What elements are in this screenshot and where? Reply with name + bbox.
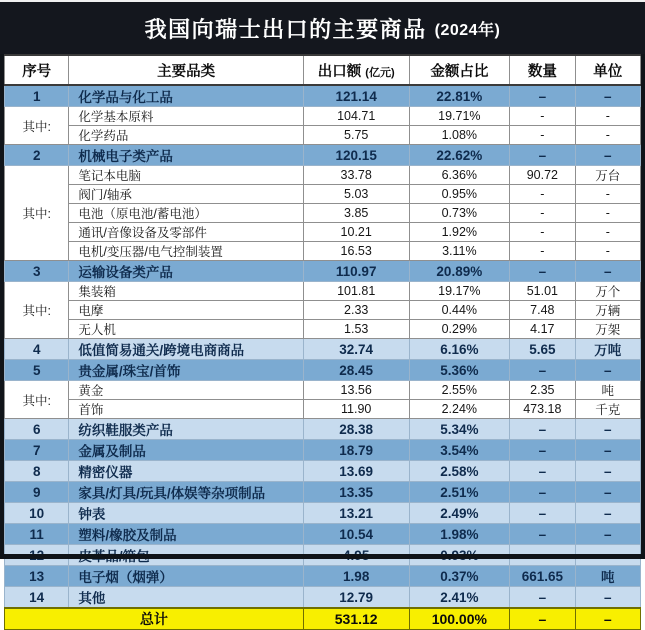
row-index: 3	[5, 261, 69, 282]
table-row-sub	[5, 166, 641, 185]
row-quantity-value: –	[510, 145, 575, 166]
row-category: 电子烟（烟弹）	[69, 566, 303, 587]
table-row-sub	[5, 320, 641, 339]
row-unit-value: –	[575, 261, 640, 282]
table-row-sub	[5, 204, 641, 223]
table-row-main	[5, 461, 641, 482]
subrow-quantity-value: 90.72	[510, 166, 575, 185]
table-row-sub	[5, 185, 641, 204]
row-unit-value: –	[575, 461, 640, 482]
row-category: 家具/灯具/玩具/体娱等杂项制品	[69, 482, 303, 503]
row-index: 11	[5, 524, 69, 545]
table-row-sub	[5, 242, 641, 261]
row-index: 9	[5, 482, 69, 503]
subrow-unit-value: -	[575, 107, 640, 126]
row-quantity-value: –	[510, 524, 575, 545]
row-export-value: 120.15	[303, 145, 409, 166]
row-share-value: 2.41%	[409, 587, 510, 609]
col-header-category: 主要品类	[69, 55, 303, 85]
subrow-export-value: 101.81	[303, 282, 409, 301]
row-unit-value: –	[575, 503, 640, 524]
row-share-value: 6.16%	[409, 339, 510, 360]
subrow-category: 首饰	[69, 400, 303, 419]
subrow-category: 化学药品	[69, 126, 303, 145]
subrow-quantity-value: -	[510, 126, 575, 145]
subrow-category: 电池（原电池/蓄电池）	[69, 204, 303, 223]
subrow-export-value: 10.21	[303, 223, 409, 242]
total-label: 总计	[5, 608, 304, 630]
subrow-unit-value: 吨	[575, 381, 640, 400]
row-category: 其他	[69, 587, 303, 609]
table-row-main	[5, 145, 641, 166]
row-share-value: 22.81%	[409, 85, 510, 107]
col-header-export-unit: (亿元)	[365, 66, 395, 79]
row-quantity-value: –	[510, 482, 575, 503]
subrow-share-value: 0.95%	[409, 185, 510, 204]
subrow-share-value: 2.24%	[409, 400, 510, 419]
subrow-export-value: 1.53	[303, 320, 409, 339]
row-category: 机械电子类产品	[69, 145, 303, 166]
subrow-export-value: 33.78	[303, 166, 409, 185]
col-header-quantity: 数量	[510, 55, 575, 85]
subrow-quantity-value: -	[510, 107, 575, 126]
total-unit: –	[575, 608, 640, 630]
row-unit-value: –	[575, 360, 640, 381]
row-share-value: 20.89%	[409, 261, 510, 282]
row-category: 低值简易通关/跨境电商商品	[69, 339, 303, 360]
table-row-main	[5, 503, 641, 524]
table-header-row	[5, 55, 641, 85]
table-row-sub	[5, 223, 641, 242]
subrow-share-value: 19.17%	[409, 282, 510, 301]
table-row-main	[5, 339, 641, 360]
row-quantity-value: –	[510, 440, 575, 461]
table-row-main	[5, 566, 641, 587]
subrow-quantity-value: 473.18	[510, 400, 575, 419]
subrow-quantity-value: 51.01	[510, 282, 575, 301]
table-row-main	[5, 85, 641, 107]
table-row-sub	[5, 301, 641, 320]
row-share-value: 0.37%	[409, 566, 510, 587]
row-quantity-value: –	[510, 587, 575, 609]
row-category: 贵金属/珠宝/首饰	[69, 360, 303, 381]
subrow-quantity-value: 7.48	[510, 301, 575, 320]
subrow-export-value: 11.90	[303, 400, 409, 419]
total-row	[5, 608, 641, 630]
subrow-quantity-value: -	[510, 223, 575, 242]
row-unit-value: –	[575, 440, 640, 461]
subrow-unit-value: -	[575, 185, 640, 204]
subrow-category: 集装箱	[69, 282, 303, 301]
row-index: 7	[5, 440, 69, 461]
row-export-value: 12.79	[303, 587, 409, 609]
row-index: 8	[5, 461, 69, 482]
among-label: 其中:	[5, 166, 69, 261]
row-unit-value: –	[575, 419, 640, 440]
bottom-border-strip	[0, 554, 645, 559]
table-row-main	[5, 440, 641, 461]
subrow-unit-value: -	[575, 242, 640, 261]
col-header-export	[303, 55, 409, 85]
table-row-main	[5, 524, 641, 545]
row-export-value: 110.97	[303, 261, 409, 282]
row-quantity-value: –	[510, 503, 575, 524]
row-quantity-value: –	[510, 360, 575, 381]
row-export-value: 10.54	[303, 524, 409, 545]
row-export-value: 28.38	[303, 419, 409, 440]
subrow-category: 通讯/音像设备及零部件	[69, 223, 303, 242]
table-row-sub	[5, 282, 641, 301]
row-quantity-value: 5.65	[510, 339, 575, 360]
row-index: 10	[5, 503, 69, 524]
row-category: 精密仪器	[69, 461, 303, 482]
row-index: 2	[5, 145, 69, 166]
subrow-quantity-value: 2.35	[510, 381, 575, 400]
subrow-export-value: 16.53	[303, 242, 409, 261]
row-index: 5	[5, 360, 69, 381]
subrow-export-value: 104.71	[303, 107, 409, 126]
row-category: 化学品与化工品	[69, 85, 303, 107]
table-row-main	[5, 419, 641, 440]
subrow-export-value: 3.85	[303, 204, 409, 223]
among-label: 其中:	[5, 381, 69, 419]
subrow-share-value: 2.55%	[409, 381, 510, 400]
row-unit-value: –	[575, 482, 640, 503]
table-row-main	[5, 587, 641, 609]
table-row-sub	[5, 107, 641, 126]
subrow-unit-value: 万台	[575, 166, 640, 185]
row-share-value: 22.62%	[409, 145, 510, 166]
row-category: 运输设备类产品	[69, 261, 303, 282]
subrow-share-value: 6.36%	[409, 166, 510, 185]
row-export-value: 13.69	[303, 461, 409, 482]
row-unit-value: 吨	[575, 566, 640, 587]
exports-table	[4, 54, 641, 630]
page-title-year: (2024年)	[434, 21, 501, 39]
table-row-sub	[5, 381, 641, 400]
col-header-index: 序号	[5, 55, 69, 85]
subrow-category: 电机/变压器/电气控制装置	[69, 242, 303, 261]
row-export-value: 13.21	[303, 503, 409, 524]
row-quantity-value: –	[510, 85, 575, 107]
table-row-main	[5, 261, 641, 282]
table-row-main	[5, 360, 641, 381]
row-unit-value: –	[575, 145, 640, 166]
row-share-value: 5.36%	[409, 360, 510, 381]
row-category: 金属及制品	[69, 440, 303, 461]
row-share-value: 3.54%	[409, 440, 510, 461]
table-row-main	[5, 482, 641, 503]
subrow-share-value: 1.92%	[409, 223, 510, 242]
subrow-quantity-value: -	[510, 242, 575, 261]
total-quantity: –	[510, 608, 575, 630]
subrow-unit-value: -	[575, 223, 640, 242]
subrow-category: 笔记本电脑	[69, 166, 303, 185]
row-export-value: 32.74	[303, 339, 409, 360]
subrow-category: 化学基本原料	[69, 107, 303, 126]
subrow-quantity-value: 4.17	[510, 320, 575, 339]
subrow-unit-value: 万个	[575, 282, 640, 301]
row-quantity-value: 661.65	[510, 566, 575, 587]
table-body	[5, 85, 641, 608]
subrow-export-value: 5.75	[303, 126, 409, 145]
col-header-share: 金额占比	[409, 55, 510, 85]
row-quantity-value: –	[510, 419, 575, 440]
subrow-unit-value: 千克	[575, 400, 640, 419]
table-row-sub	[5, 400, 641, 419]
row-unit-value: –	[575, 85, 640, 107]
exports-table-wrap	[4, 54, 641, 627]
row-share-value: 2.51%	[409, 482, 510, 503]
row-share-value: 2.58%	[409, 461, 510, 482]
row-quantity-value: –	[510, 261, 575, 282]
among-label: 其中:	[5, 282, 69, 339]
row-export-value: 13.35	[303, 482, 409, 503]
row-export-value: 121.14	[303, 85, 409, 107]
row-index: 14	[5, 587, 69, 609]
subrow-share-value: 0.44%	[409, 301, 510, 320]
total-share: 100.00%	[409, 608, 510, 630]
row-index: 1	[5, 85, 69, 107]
row-unit-value: –	[575, 587, 640, 609]
row-export-value: 28.45	[303, 360, 409, 381]
row-index: 4	[5, 339, 69, 360]
row-unit-value: 万吨	[575, 339, 640, 360]
row-category: 塑料/橡胶及制品	[69, 524, 303, 545]
subrow-export-value: 5.03	[303, 185, 409, 204]
subrow-category: 电摩	[69, 301, 303, 320]
subrow-quantity-value: -	[510, 185, 575, 204]
subrow-quantity-value: -	[510, 204, 575, 223]
page-title: 我国向瑞士出口的主要商品	[144, 16, 427, 42]
col-header-unit: 单位	[575, 55, 640, 85]
col-header-export-label: 出口额	[317, 63, 362, 80]
subrow-category: 无人机	[69, 320, 303, 339]
row-unit-value: –	[575, 524, 640, 545]
subrow-export-value: 2.33	[303, 301, 409, 320]
row-export-value: 18.79	[303, 440, 409, 461]
subrow-unit-value: 万辆	[575, 301, 640, 320]
subrow-share-value: 0.29%	[409, 320, 510, 339]
row-category: 纺织鞋服类产品	[69, 419, 303, 440]
subrow-unit-value: -	[575, 204, 640, 223]
row-quantity-value: –	[510, 461, 575, 482]
total-export: 531.12	[303, 608, 409, 630]
row-share-value: 2.49%	[409, 503, 510, 524]
subrow-share-value: 3.11%	[409, 242, 510, 261]
subrow-share-value: 19.71%	[409, 107, 510, 126]
row-share-value: 5.34%	[409, 419, 510, 440]
subrow-category: 阀门/轴承	[69, 185, 303, 204]
subrow-share-value: 0.73%	[409, 204, 510, 223]
title-band	[0, 2, 645, 54]
table-row-sub	[5, 126, 641, 145]
among-label: 其中:	[5, 107, 69, 145]
row-index: 6	[5, 419, 69, 440]
row-export-value: 1.98	[303, 566, 409, 587]
row-index: 13	[5, 566, 69, 587]
subrow-category: 黄金	[69, 381, 303, 400]
subrow-export-value: 13.56	[303, 381, 409, 400]
subrow-share-value: 1.08%	[409, 126, 510, 145]
row-category: 钟表	[69, 503, 303, 524]
row-share-value: 1.98%	[409, 524, 510, 545]
subrow-unit-value: -	[575, 126, 640, 145]
subrow-unit-value: 万架	[575, 320, 640, 339]
